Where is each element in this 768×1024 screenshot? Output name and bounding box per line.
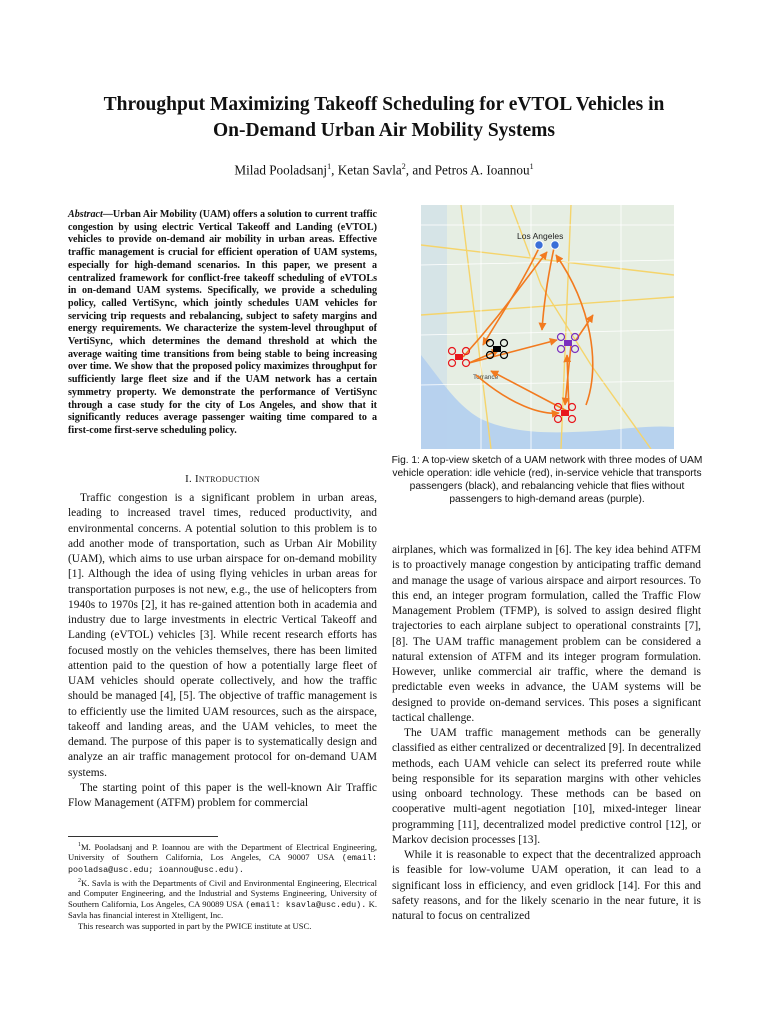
author-name: Petros A. Ioannou <box>434 162 530 178</box>
author-affiliation-mark: 1 <box>529 162 534 171</box>
coast-water <box>421 205 447 449</box>
footnote-text: K. Savla is with the Departments of Civil and Environmental Engineering, Electrical and Computer Engineering, and the Industrial and Systems Engineering, University of Southern California, Los Angeles, CA 90089 USA <box>68 877 377 909</box>
vertiport-node <box>535 241 543 249</box>
footnote-mark: 2 <box>78 877 81 884</box>
section-title: Introduction <box>194 473 260 485</box>
author-affiliation-mark: 1 <box>327 162 332 171</box>
uam-network-map <box>421 205 674 449</box>
footnote-rule <box>68 836 218 837</box>
right-column-body <box>392 543 701 924</box>
body-paragraph: While it is reasonable to expect that the decentralized approach is feasible for low-volume UAM operation, it can lead to a significant loss in efficiency, and even gridlock [14]. For this and safety reasons, and for the likely scenario in the near future, it is natural to focus on centralized <box>392 849 701 922</box>
title-line-1: Throughput Maximizing Takeoff Scheduling for eVTOL Vehicles in <box>103 94 665 115</box>
left-column-body <box>68 491 377 811</box>
abstract-label: Abstract <box>68 209 103 220</box>
footnote-1 <box>68 840 377 876</box>
footnote-mark: 1 <box>78 842 81 848</box>
map-label-torrance: Torrance <box>473 374 499 381</box>
author-affiliation-mark: 2 <box>401 162 406 171</box>
section-number: I. <box>185 473 195 485</box>
footnote-text: K. Savla has financial interest in Xtelligent, Inc. <box>68 898 377 921</box>
map-label-los-angeles: Los Angeles <box>517 231 564 241</box>
author-name: Ketan Savla <box>337 162 402 178</box>
footnotes <box>68 840 377 931</box>
abstract <box>68 209 377 438</box>
body-paragraph: Traffic congestion is a significant problem in urban areas, leading to increased travel times, reduced productivity, and environmental concerns. A potential solution to this problem is to add another mode of transportation, such as Urban Air Mobility (UAM), which aims to use urban airspace for on-demand mobility [1]. Although the idea of using flying vehicles in urban areas for transportation purposes is not new, e.g., the use of helicopters from 1940s to 1970s [2], it has re-gained attention both in academia and industry due to large investments in electric Vertical Takeoff and Landing (eVTOL) vehicles [3]. While recent research efforts has focused mostly on the vehicles themselves, there has been limited attention paid to the question of how a potentially large fleet of UAM vehicles should operate collectively, and how the traffic should be managed [4], [5]. The objective of traffic management is to efficiently use the limited UAM resources, such as the airspace, takeoff and landing areas, and the UAM vehicles, to meet the demand. The purpose of this paper is to systematically design and analyze an air traffic management protocol for on-demand UAM systems. <box>68 492 377 779</box>
footnote-email: (email: pooladsa@usc.edu; ioannou@usc.edu). <box>68 853 377 876</box>
title-line-2: On-Demand Urban Air Mobility Systems <box>213 120 555 141</box>
paper-title <box>40 92 728 144</box>
author-name: Milad Pooladsanj <box>234 162 328 178</box>
author-separator: , and <box>405 162 435 178</box>
footnote-2 <box>68 876 377 921</box>
footnote-3: This research was supported in part by the PWICE institute at USC. <box>78 920 312 931</box>
author-list <box>40 162 728 178</box>
footnote-email: (email: ksavla@usc.edu). <box>245 899 367 910</box>
figure-caption: Fig. 1: A top-view sketch of a UAM network with three modes of UAM vehicle operation: idle vehicle (red), in-service vehicle that transports passengers (black), and rebalancing vehicle that flies without passengers to high-demand areas (purple). <box>391 455 703 505</box>
body-paragraph: airplanes, which was formalized in [6]. The key idea behind ATFM is to proactively manage congestion by anticipating traffic demand and manage the usage of various airspace and airport resources. To this end, an integer program formulation, called the Traffic Flow Management Problem (TFMP), is solved to assign desired flight trajectories to each airplane subject to operational constraints [7], [8]. The UAM traffic management problem can be considered a natural extension of ATFM and its integer program formulation. However, unlike commercial air traffic, where the demand is predictable even weeks in advance, the UAM systems will be designed to provide on-demand services. This poses a significant tactical challenge. <box>392 544 701 724</box>
footnote-text: M. Pooladsanj and P. Ioannou are with the Department of Electrical Engineering, University of Southern California, Los Angeles, CA 90007 USA <box>68 841 377 863</box>
abstract-dash: — <box>102 209 113 220</box>
body-paragraph: The UAM traffic management methods can be generally classified as either centralized or decentralized [9]. In decentralized methods, each UAM vehicle can select its preferred route while being responsible for its separation margins with other vehicles using onboard technology. These methods can be based on cooperative multi-agent negotiation [10], mixed-integer linear programming [11], decentralized model predictive control [12], or Markov decision processes [13]. <box>392 727 701 846</box>
abstract-text: Urban Air Mobility (UAM) offers a solution to current traffic congestion by using electric Vertical Takeoff and Landing (eVTOL) vehicles to provide on-demand air mobility in urban areas. Effective traffic management is crucial for efficient operation of UAM systems, especially for high-demand scenarios. In this paper, we present a centralized framework for conflict-free takeoff scheduling of eVTOLs in on-demand UAM systems. Specifically, we provide a scheduling policy, called VertiSync, which jointly schedules UAM vehicles for servicing trip requests and rebalancing, subject to safety margins and energy requirements. We characterize the system-level throughput of VertiSync, which determines the demand threshold at which the average waiting time transitions from being stable to being increasing over time. We show that the proposed policy maximizes throughput for sufficiently large fleet size and if the UAM network has a certain symmetry property. We demonstrate the performance of VertiSync through a case study for the city of Los Angeles, and show that it significantly reduces average passenger waiting time compared to a first-come first-serve scheduling policy. <box>68 209 377 436</box>
vertiport-node <box>551 241 559 249</box>
author-separator: , <box>331 162 338 178</box>
section-heading <box>68 473 377 485</box>
body-paragraph: The starting point of this paper is the well-known Air Traffic Flow Management (ATFM) problem for commercial <box>68 781 377 809</box>
